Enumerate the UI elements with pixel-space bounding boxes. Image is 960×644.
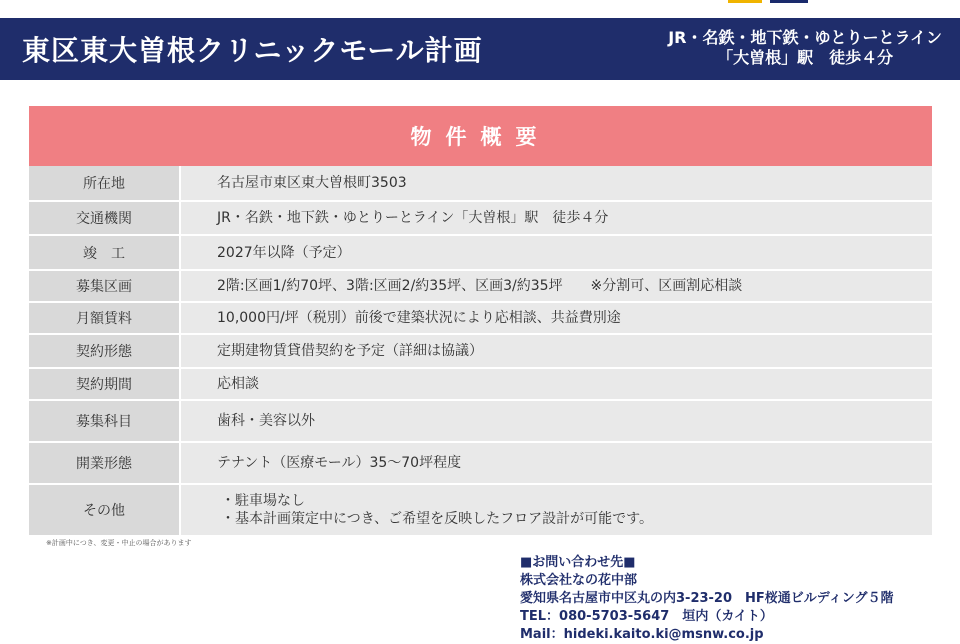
table-row-contract-period [29, 369, 932, 401]
table-row-rent [29, 303, 932, 335]
table-row-business-format [29, 443, 932, 485]
row-label: 開業形態 [29, 443, 179, 483]
table-row-completion [29, 236, 932, 271]
table-row-location [29, 166, 932, 202]
contact-tel: TEL：080-5703-5647 垣内（カイト） [520, 609, 773, 624]
row-label: 所在地 [29, 166, 179, 200]
property-overview-table [29, 106, 932, 535]
row-value: 歯科・美容以外 [179, 401, 932, 441]
table-row-other [29, 485, 932, 535]
row-label: 募集区画 [29, 271, 179, 301]
logo-mark-navy [770, 0, 808, 3]
row-label: その他 [29, 485, 179, 535]
row-value: テナント（医療モール）35～70坪程度 [179, 443, 932, 483]
row-label: 竣 工 [29, 236, 179, 269]
row-value: 応相談 [179, 369, 932, 399]
row-value: 名古屋市東区東大曽根町3503 [179, 166, 932, 200]
table-row-units [29, 271, 932, 303]
access-info [668, 28, 942, 68]
row-value: JR・名鉄・地下鉄・ゆとりーとライン「大曽根」駅 徒歩４分 [179, 202, 932, 234]
access-line-1: JR・名鉄・地下鉄・ゆとりーとライン [668, 28, 942, 47]
other-line-1: ・駐車場なし [221, 493, 305, 509]
table-row-transport [29, 202, 932, 236]
page-title: 東区東大曽根クリニックモール計画 [22, 34, 483, 67]
logo-marks [0, 0, 960, 6]
row-value [179, 485, 932, 535]
row-label: 募集科目 [29, 401, 179, 441]
other-line-2: ・基本計画策定中につき、ご希望を反映したフロア設計が可能です。 [221, 511, 654, 527]
row-value: 2階:区画1/約70坪、3階:区画2/約35坪、区画3/約35坪 ※分割可、区画割応相談 [179, 271, 932, 301]
row-label: 契約形態 [29, 335, 179, 367]
row-value: 定期建物賃貸借契約を予定（詳細は協議） [179, 335, 932, 367]
row-value: 2027年以降（予定） [179, 236, 932, 269]
contact-mail: Mail：hideki.kaito.ki@msnw.co.jp [520, 627, 764, 642]
contact-block [520, 554, 893, 644]
row-label: 契約期間 [29, 369, 179, 399]
contact-company: 株式会社なの花中部 [520, 573, 638, 588]
disclaimer-note: ※計画中につき、変更・中止の場合があります [46, 539, 192, 547]
row-label: 交通機関 [29, 202, 179, 234]
logo-mark-yellow [728, 0, 762, 3]
table-row-specialty [29, 401, 932, 443]
access-line-2: 「大曽根」駅 徒歩４分 [717, 48, 894, 67]
contact-address: 愛知県名古屋市中区丸の内3-23-20 HF桜通ビルディング５階 [520, 591, 894, 606]
table-row-contract-type [29, 335, 932, 369]
row-label: 月額賃料 [29, 303, 179, 333]
header-banner [0, 18, 960, 80]
contact-heading: ■お問い合わせ先■ [520, 555, 636, 570]
row-value: 10,000円/坪（税別）前後で建築状況により応相談、共益費別途 [179, 303, 932, 333]
table-caption: 物件概要 [29, 106, 932, 166]
